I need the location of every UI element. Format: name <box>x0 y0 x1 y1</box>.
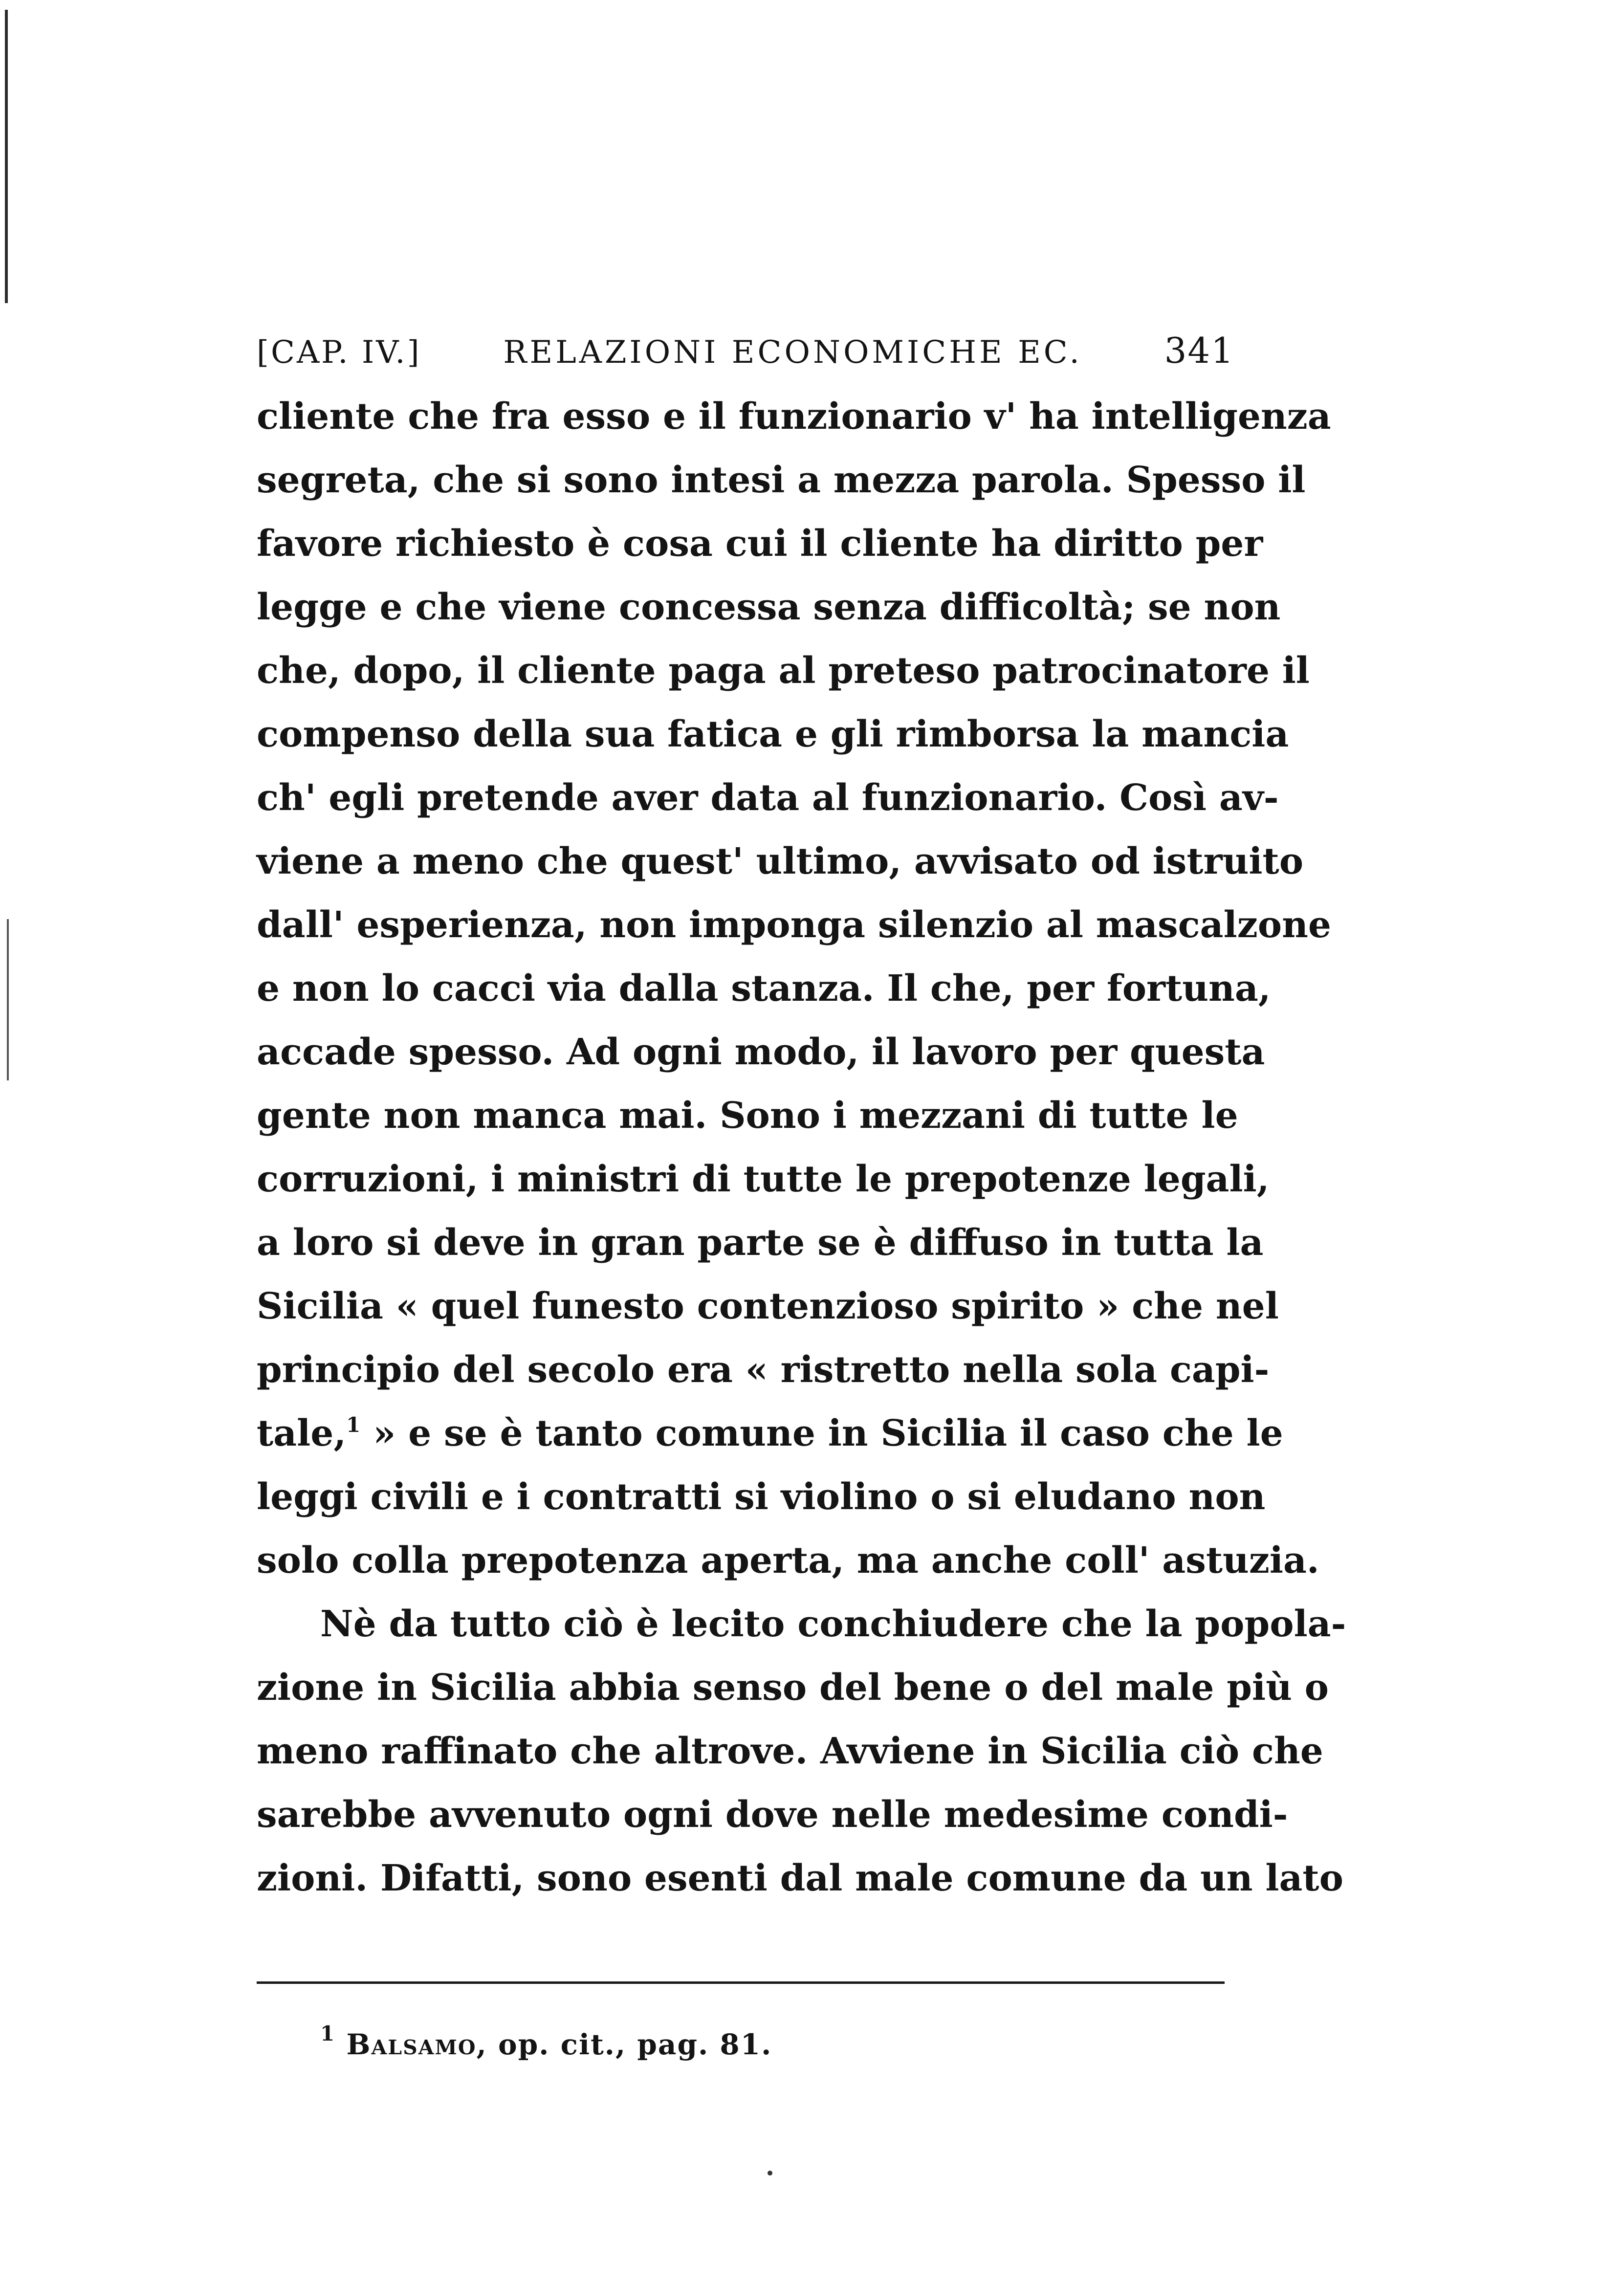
running-head <box>257 330 1234 385</box>
text-line: e non lo cacci via dalla stanza. Il che, per fortuna, <box>257 967 1271 1010</box>
paragraph-1 <box>257 385 1331 1592</box>
text-line: legge e che viene concessa senza difficoltà; se non <box>257 586 1281 628</box>
footnote-reference-text: , op. cit., pag. 81. <box>476 2028 772 2061</box>
text-line: solo colla prepotenza aperta, ma anche coll' astuzia. <box>257 1539 1319 1582</box>
text-line: segreta, che si sono intesi a mezza parola. Spesso il <box>257 459 1306 501</box>
text-line: cliente che fra esso e il funzionario v' ha intelligenza <box>257 396 1331 438</box>
text-fragment: » e se è tanto comune in Sicilia il caso che le <box>360 1412 1283 1454</box>
footnote-reference: 1 <box>346 1413 361 1437</box>
ink-speck <box>768 2171 772 2176</box>
scan-edge-mark-lower <box>7 919 9 1080</box>
text-line: ch' egli pretende aver data al funzionario. Così av- <box>257 777 1279 819</box>
text-line: corruzioni, i ministri di tutte le prepotenze legali, <box>257 1158 1270 1200</box>
text-line: leggi civili e i contratti si violino o si eludano non <box>257 1476 1266 1518</box>
text-line: accade spesso. Ad ogni modo, il lavoro per questa <box>257 1031 1265 1073</box>
text-line: gente non manca mai. Sono i mezzani di tutte le <box>257 1095 1238 1137</box>
paragraph-2 <box>257 1592 1346 1910</box>
text-line: zione in Sicilia abbia senso del bene o del male più o <box>257 1667 1329 1709</box>
text-line: favore richiesto è cosa cui il cliente ha diritto per <box>257 523 1263 565</box>
text-line: dall' esperienza, non imponga silenzio al mascalzone <box>257 904 1331 946</box>
text-line: che, dopo, il cliente paga al preteso patrocinatore il <box>257 650 1310 692</box>
page-number: 341 <box>1164 330 1234 371</box>
text-line: a loro si deve in gran parte se è diffuso in tutta la <box>257 1222 1264 1264</box>
footnote-author: Balsamo <box>346 2028 477 2061</box>
scan-edge-mark <box>5 10 8 303</box>
text-fragment: tale, <box>257 1412 347 1454</box>
text-line: compenso della sua fatica e gli rimborsa la mancia <box>257 713 1289 755</box>
text-line: Nè da tutto ciò è lecito conchiudere che la popola- <box>320 1603 1346 1645</box>
text-line: viene a meno che quest' ultimo, avvisato od istruito <box>257 840 1304 882</box>
text-line: zioni. Difatti, sono esenti dal male comune da un lato <box>257 1857 1343 1899</box>
footnote-rule <box>257 1981 1225 1984</box>
text-line: principio del secolo era « ristretto nella sola capi- <box>257 1349 1270 1391</box>
text-line: sarebbe avvenuto ogni dove nelle medesime condi- <box>257 1794 1288 1836</box>
chapter-label: [CAP. IV.] <box>257 334 421 371</box>
text-line-with-note <box>257 1402 1283 1465</box>
text-line: Sicilia « quel funesto contenzioso spirito » che nel <box>257 1285 1279 1327</box>
text-line: meno raffinato che altrove. Avviene in Sicilia ciò che <box>257 1730 1323 1772</box>
footnote <box>320 2022 772 2061</box>
footnote-marker: 1 <box>320 2022 336 2045</box>
book-page <box>257 330 1346 1910</box>
running-title: RELAZIONI ECONOMICHE EC. <box>503 334 1082 371</box>
